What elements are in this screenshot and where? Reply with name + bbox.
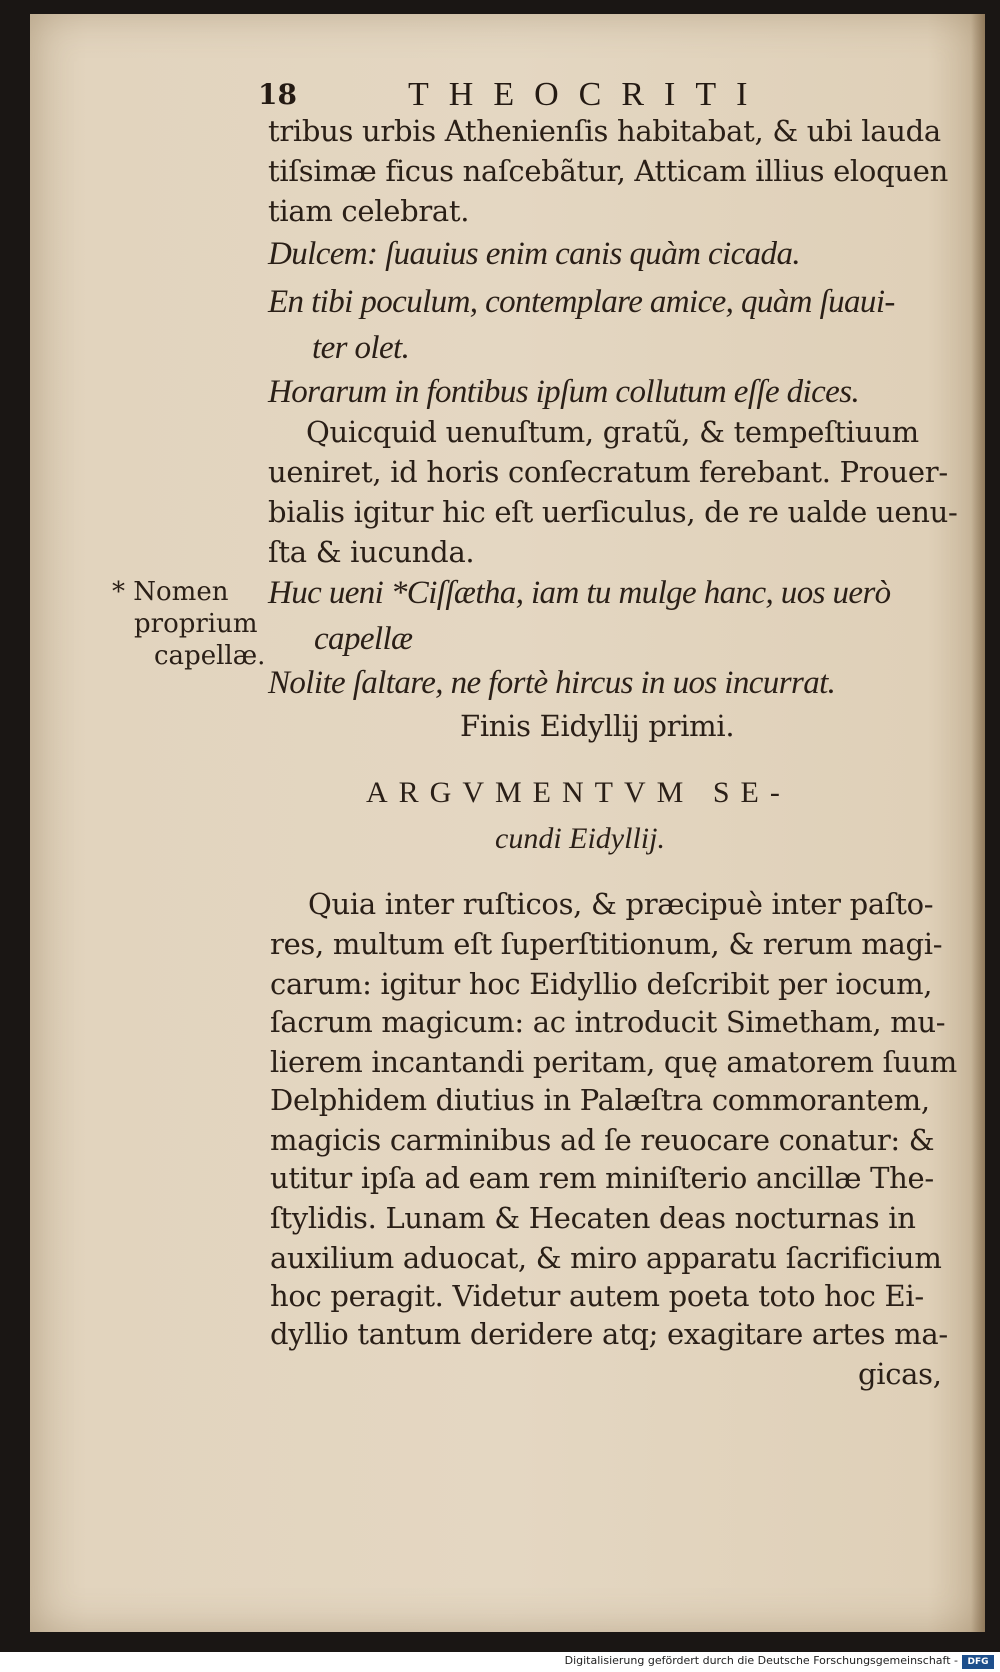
dfg-logo: DFG: [962, 1655, 994, 1669]
argument-line: res, multum eſt ſuperſtitionum, & rerum magi-: [270, 927, 943, 961]
argument-line: ſacrum magicum: ac introducit Simetham, mu-: [270, 1005, 946, 1039]
margin-note-line: capellæ.: [154, 641, 266, 671]
margin-note-line: proprium: [134, 609, 258, 639]
argument-line: gicas,: [858, 1357, 942, 1391]
body-line: bialis igitur hic eſt uerſiculus, de re ualde uenu-: [268, 495, 958, 529]
argument-line: dyllio tantum deridere atq; exagitare artes ma-: [270, 1317, 948, 1351]
body-line: ſta & iucunda.: [268, 535, 475, 569]
argument-line: auxilium aduocat, & miro apparatu ſacrificium: [270, 1241, 942, 1275]
funding-credit: Digitalisierung gefördert durch die Deutsche Forschungsgemeinschaft -: [564, 1654, 958, 1667]
verse-line: En tibi poculum, contemplare amice, quàm ſuaui-: [268, 284, 895, 320]
body-line: Quicquid uenuſtum, gratũ, & tempeſtiuum: [306, 415, 919, 449]
verse-line: Horarum in fontibus ipſum collutum eſſe dices.: [268, 374, 860, 410]
verse-line: Nolite ſaltare, ne fortè hircus in uos incurrat.: [268, 665, 836, 701]
argument-line: lierem incantandi peritam, quę amatorem ſuum: [270, 1045, 957, 1079]
page-number: 18: [258, 78, 297, 111]
argument-line: magicis carminibus ad ſe reuocare conatur: &: [270, 1123, 935, 1157]
footer-bar: [0, 1652, 1000, 1672]
verse-line: Dulcem: ſuauius enim canis quàm cicada.: [268, 236, 800, 272]
argument-line: ſtylidis. Lunam & Hecaten deas nocturnas in: [270, 1201, 916, 1235]
margin-note-line: * Nomen: [112, 577, 229, 607]
argument-line: carum: igitur hoc Eidyllio deſcribit per iocum,: [270, 967, 933, 1001]
argument-subheading: cundi Eidyllij.: [495, 822, 665, 855]
argument-line: hoc peragit. Videtur autem poeta toto hoc Ei-: [270, 1279, 924, 1313]
argument-line: Delphidem diutius in Palæſtra commorantem,: [270, 1083, 930, 1117]
body-line: tiſsimæ ficus naſcebãtur, Atticam illius eloquen: [268, 154, 948, 188]
verse-line: capellæ: [314, 621, 413, 657]
body-line: tiam celebrat.: [268, 194, 470, 228]
body-line: tribus urbis Athenienſis habitabat, & ubi lauda: [268, 114, 941, 148]
verse-line: Huc ueni *Ciſſætha, iam tu mulge hanc, uos uerò: [268, 575, 891, 611]
argument-line: Quia inter ruſticos, & præcipuè inter paſto-: [308, 887, 934, 921]
argument-heading: ARGVMENTVM SE-: [366, 776, 791, 809]
body-line: ueniret, id horis conſecratum ferebant. Prouer-: [268, 455, 948, 489]
argument-line: utitur ipſa ad eam rem miniſterio ancillæ The-: [270, 1161, 934, 1195]
page-edge-shadow: [971, 14, 985, 1632]
verse-line: ter olet.: [312, 330, 410, 366]
colophon-line: Finis Eidyllij primi.: [460, 709, 735, 743]
running-title: THEOCRITI: [408, 76, 768, 113]
